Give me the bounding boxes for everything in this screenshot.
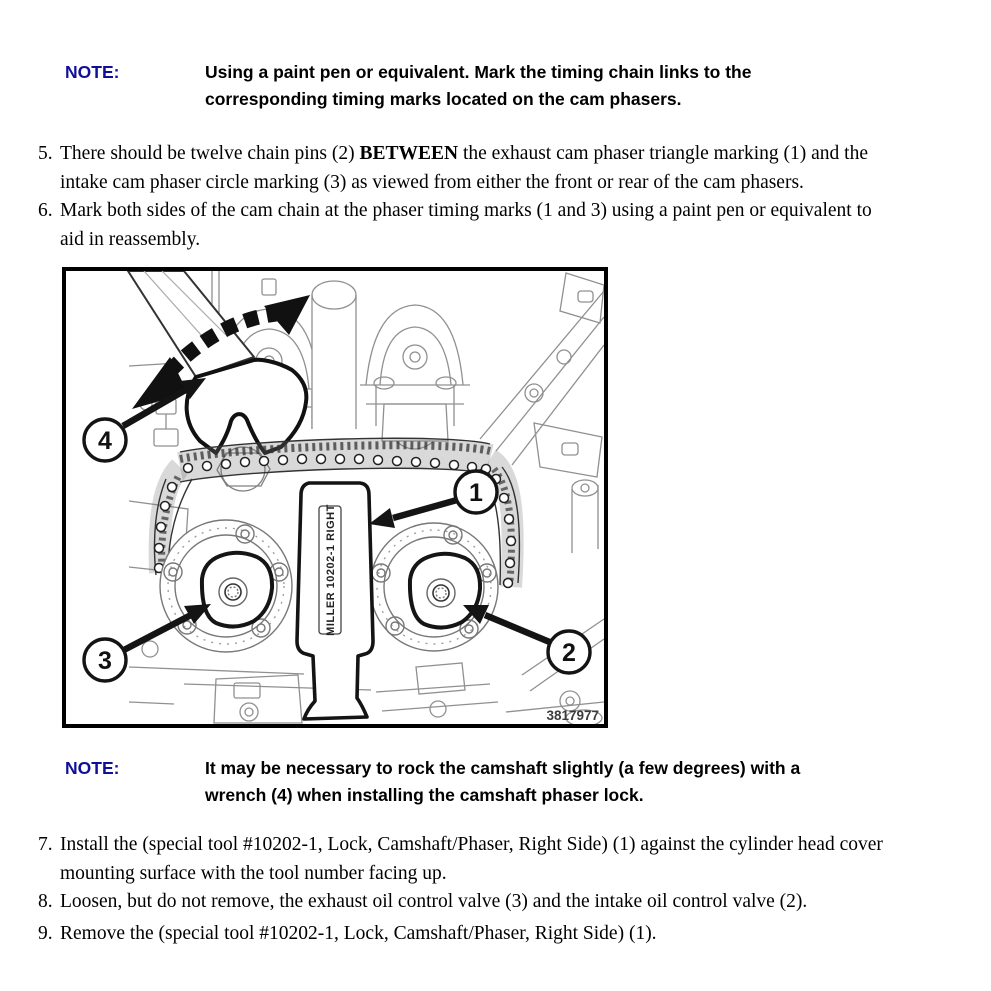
step-7-line-1: Install the (special tool #10202-1, Lock, Camshaft/Phaser, Right Side) (1) against the cylinder head cover xyxy=(60,834,883,855)
callout-3-number: 3 xyxy=(98,647,112,675)
intake-phaser-art xyxy=(370,523,498,651)
note-mid-line-1: It may be necessary to rock the camshaft slightly (a few degrees) with a xyxy=(205,758,801,778)
step-6-number: 6. xyxy=(38,200,53,221)
step-6-line-1: Mark both sides of the cam chain at the phaser timing marks (1 and 3) using a paint pen or equivalent to xyxy=(60,200,872,221)
callout-1-number: 1 xyxy=(469,479,483,507)
callout-4-number: 4 xyxy=(98,427,112,455)
step-5-text xyxy=(60,140,963,197)
step-5 xyxy=(38,140,963,197)
figure-camshaft-phaser-lock xyxy=(62,267,608,728)
note-top-line-1: Using a paint pen or equivalent. Mark the timing chain links to the xyxy=(205,62,752,82)
step-5-line-1-bold: BETWEEN xyxy=(359,143,459,164)
step-8-line-1: Loosen, but do not remove, the exhaust oil control valve (3) and the intake oil control valve (2). xyxy=(60,891,808,912)
step-5-line-1 xyxy=(60,140,963,169)
step-6 xyxy=(38,197,963,254)
note-top-text xyxy=(205,59,751,113)
step-5-line-2: intake cam phaser circle marking (3) as viewed from either the front or rear of the cam phasers. xyxy=(60,171,804,193)
step-7-number: 7. xyxy=(38,834,53,855)
note-mid xyxy=(65,755,800,809)
note-top-label: NOTE: xyxy=(65,62,120,82)
figure-line-art xyxy=(66,271,604,724)
step-9-line-1: Remove the (special tool #10202-1, Lock, Camshaft/Phaser, Right Side) (1). xyxy=(60,923,657,944)
tool-label: MILLER 10202-1 RIGHT xyxy=(325,504,337,636)
note-top xyxy=(65,59,751,113)
note-mid-label: NOTE: xyxy=(65,758,120,778)
figure-number: 3817977 xyxy=(546,708,599,723)
step-8-number: 8. xyxy=(38,891,53,912)
callout-1-arrowhead-icon xyxy=(369,508,395,528)
step-8 xyxy=(38,888,963,917)
note-mid-text xyxy=(205,755,800,809)
special-tool-art xyxy=(297,483,373,719)
step-8-text xyxy=(60,888,963,917)
step-6-line-2: aid in reassembly. xyxy=(60,228,201,250)
step-5-number: 5. xyxy=(38,143,53,164)
step-7 xyxy=(38,831,963,888)
step-9 xyxy=(38,920,963,949)
step-5-line-1-post: the exhaust cam phaser triangle marking (1) and the xyxy=(458,143,868,164)
exhaust-phaser-art xyxy=(160,520,292,652)
callout-2-number: 2 xyxy=(562,639,576,667)
step-9-number: 9. xyxy=(38,923,53,944)
step-5-line-1-pre: There should be twelve chain pins (2) xyxy=(60,143,360,164)
step-7-text xyxy=(60,831,963,888)
note-top-line-2: corresponding timing marks located on the cam phasers. xyxy=(205,89,682,109)
note-mid-line-2: wrench (4) when installing the camshaft phaser lock. xyxy=(205,785,644,805)
step-6-text xyxy=(60,197,963,254)
step-7-line-2: mounting surface with the tool number facing up. xyxy=(60,862,447,884)
step-9-text xyxy=(60,920,963,949)
